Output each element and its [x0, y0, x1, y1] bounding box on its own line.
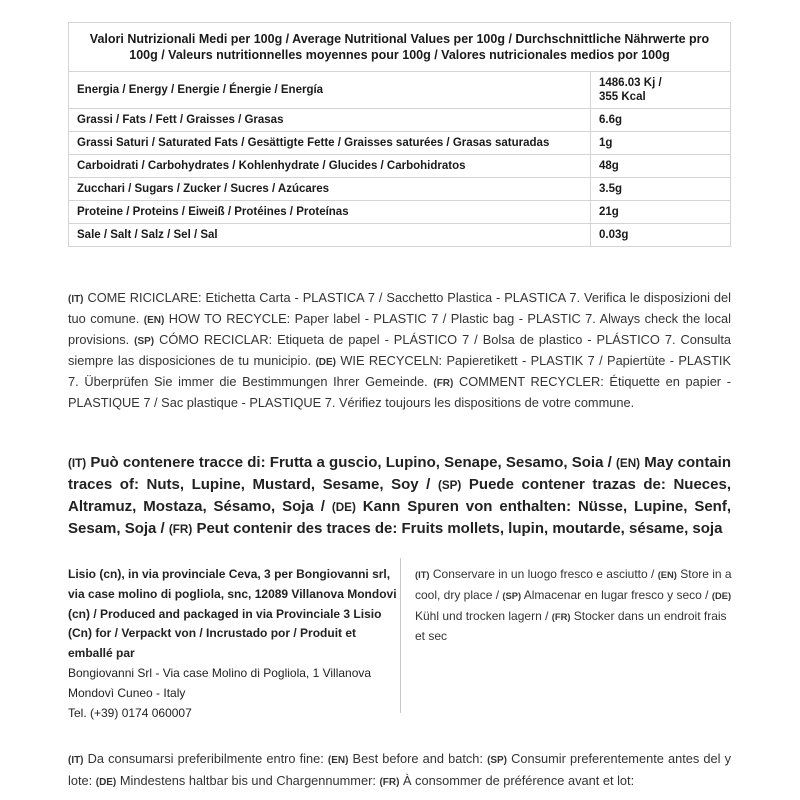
best-before-info — [68, 749, 731, 792]
traces-text-de: Kann Spuren von enthalten: Nüsse, Lupine, Senf, Sesam, Soja / — [68, 498, 732, 537]
producer-address: Lisio (cn), in via provinciale Ceva, 3 per Bongiovanni srl, via case molino di pogliola, snc, 12089 Villanova Mondovi (cn) / Produced and packaged in via Provinciale 3 Lisio (Cn) for / Verpackt von / Incrustado por / Produit et emballé par — [68, 567, 397, 661]
storage-text-fr: Stocker dans un endroit frais et sec — [415, 608, 727, 644]
lang-tag-sp: (SP) — [487, 755, 507, 766]
recycling-text-en: HOW TO RECYCLE: Paper label - PLASTIC 7 / Plastic bag - PLASTIC 7. Always check the local provisions. — [68, 311, 731, 347]
lang-tag-de: (DE) — [95, 776, 117, 788]
nutrition-table — [68, 22, 731, 247]
best-before-text-fr: À consommer de préférence avant et lot: — [402, 772, 635, 788]
nutrient-label: Proteine / Proteins / Eiweiß / Protéines / Proteínas — [69, 201, 591, 224]
nutrient-label: Sale / Salt / Salz / Sel / Sal — [69, 224, 591, 247]
nutrient-label: Zucchari / Sugars / Zucker / Sucres / Azúcares — [69, 178, 591, 201]
recycling-text-it: COME RICICLARE: Etichetta Carta - PLASTICA 7 / Sacchetto Plastica - PLASTICA 7. Verifica le disposizioni del tuo comune. — [68, 290, 731, 326]
best-before-text-en: Best before and batch: — [352, 751, 483, 766]
storage-text-de: Kühl und trocken lagern / — [415, 608, 549, 623]
lang-tag-fr: (FR) — [551, 611, 571, 622]
column-divider — [400, 558, 401, 713]
lang-tag-de: (DE) — [331, 501, 356, 514]
nutrition-row-fats — [69, 109, 731, 132]
recycling-text-sp: CÓMO RECICLAR: Etiqueta de papel - PLÁSTICO 7 / Bolsa de plastico - PLÁSTICO 7. Consulta siempre las disposiciones de tu municipio. — [68, 332, 731, 368]
recycling-instructions — [68, 288, 731, 412]
company-address-line1: Bongiovanni Srl - Via case Molino di Pogliola, 1 Villanova — [68, 665, 372, 680]
nutrient-label: Carboidrati / Carbohydrates / Kohlenhydrate / Glucides / Carbohidratos — [69, 155, 591, 178]
lang-tag-it: (IT) — [415, 570, 430, 580]
storage-text-sp: Almacenar en lugar fresco y seco / — [523, 587, 709, 602]
nutrient-value: 3.5g — [591, 178, 731, 201]
lang-tag-sp: (SP) — [134, 336, 155, 347]
lang-tag-it: (IT) — [68, 294, 84, 305]
lang-tag-en: (EN) — [327, 755, 349, 766]
lang-tag-fr: (FR) — [433, 378, 454, 389]
lang-tag-fr: (FR) — [379, 776, 400, 788]
nutrient-value: 1g — [591, 132, 731, 155]
lang-tag-it: (IT) — [68, 755, 84, 766]
lang-tag-en: (EN) — [657, 570, 677, 580]
lang-tag-it: (IT) — [68, 457, 87, 470]
lang-tag-sp: (SP) — [437, 479, 462, 492]
energy-kcal-value: 355 Kcal — [599, 91, 646, 103]
company-address-line2: Mondovì Cuneo - Italy — [68, 685, 186, 700]
lang-tag-de: (DE) — [315, 357, 336, 368]
producer-info — [68, 565, 398, 723]
company-phone: Tel. (+39) 0174 060007 — [68, 705, 192, 720]
best-before-text-de: Mindestens haltbar bis und Chargennummer: — [119, 772, 376, 788]
traces-text-en: May contain traces of: Nuts, Lupine, Mustard, Sesame, Soy / — [68, 454, 732, 493]
nutrition-row-energy — [69, 72, 731, 109]
energy-kj-value: 1486.03 Kj / — [599, 77, 662, 89]
traces-text-fr: Peut contenir des traces de: Fruits mollets, lupin, moutarde, sésame, soja — [196, 520, 723, 537]
nutrient-value: 6.6g — [591, 109, 731, 132]
nutrition-row-saturated-fats — [69, 132, 731, 155]
traces-text-sp: Puede contener trazas de: Nueces, Altramuz, Mostaza, Sésamo, Soja / — [68, 476, 731, 515]
nutrient-label: Energia / Energy / Energie / Énergie / Energía — [69, 72, 591, 109]
nutrition-row-sugars — [69, 178, 731, 201]
lang-tag-en: (EN) — [143, 315, 165, 326]
nutrient-label: Grassi Saturi / Saturated Fats / Gesättigte Fette / Graisses saturées / Grasas saturadas — [69, 132, 591, 155]
recycling-text-de: WIE RECYCELN: Papieretikett - PLASTIK 7 / Papiertüte - PLASTIK 7. Überprüfen Sie immer die Bestimmungen Ihrer Gemeinde. — [68, 353, 731, 389]
recycling-text-fr: COMMENT RECYCLER: Étiquette en papier - PLASTIQUE 7 / Sac plastique - PLASTIQUE 7. Vérifiez toujours les dispositions de votre commune. — [68, 374, 731, 410]
lang-tag-de: (DE) — [711, 590, 732, 601]
nutrition-table-header: Valori Nutrizionali Medi per 100g / Average Nutritional Values per 100g / Durchschnittliche Nährwerte pro 100g / Valeurs nutritionnelles moyennes pour 100g / Valores nutricionales medios por 100g — [69, 23, 731, 72]
nutrition-header-row — [69, 23, 731, 72]
nutrient-value: 48g — [591, 155, 731, 178]
nutrient-value — [591, 72, 731, 109]
lang-tag-fr: (FR) — [168, 523, 193, 536]
lang-tag-sp: (SP) — [502, 590, 522, 601]
lang-tag-en: (EN) — [616, 457, 641, 470]
nutrition-row-proteins — [69, 201, 731, 224]
best-before-text-it: Da consumarsi preferibilmente entro fine: — [87, 751, 324, 766]
allergen-traces — [68, 452, 731, 540]
storage-text-en: Store in a cool, dry place / — [415, 567, 732, 602]
traces-text-it: Può contenere tracce di: Frutta a guscio, Lupino, Senape, Sesamo, Soia / — [90, 454, 612, 471]
storage-instructions — [415, 565, 735, 647]
storage-text-it: Conservare in un luogo fresco e asciutto / — [432, 567, 655, 581]
nutrition-row-salt — [69, 224, 731, 247]
nutrient-value: 0.03g — [591, 224, 731, 247]
nutrient-value: 21g — [591, 201, 731, 224]
nutrient-label: Grassi / Fats / Fett / Graisses / Grasas — [69, 109, 591, 132]
best-before-text-sp: Consumir preferentemente antes del y lote: — [68, 751, 731, 788]
nutrition-row-carbohydrates — [69, 155, 731, 178]
